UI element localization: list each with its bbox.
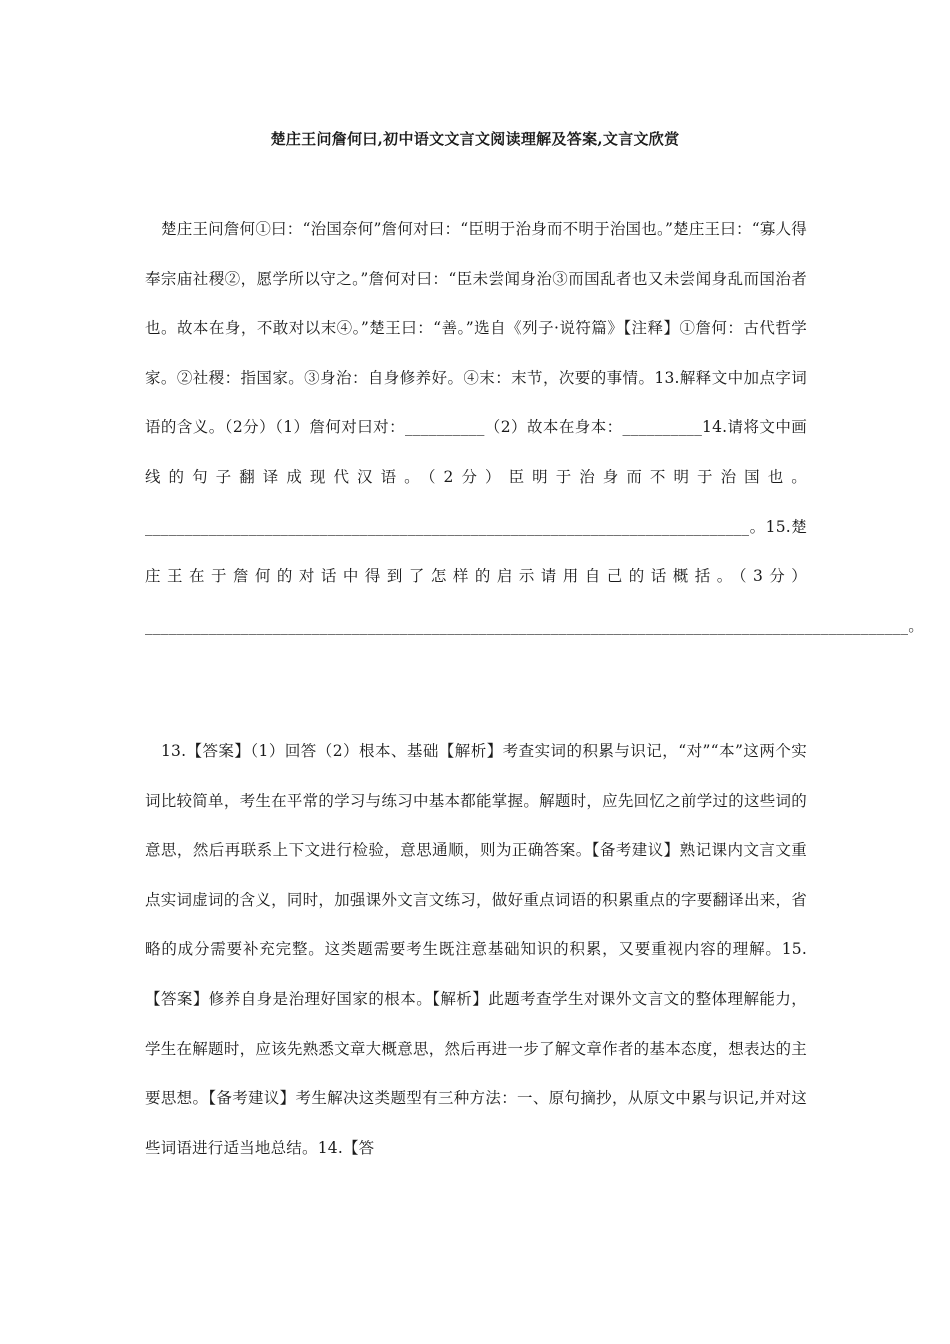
answer-paragraph: 13.【答案】（1）回答（2）根本、基础【解析】考查实词的积累与识记，“对”“本”这两个实词比较简单，考生在平常的学习与练习中基本都能掌握。解题时，应先回忆之前学过的这些词的意思，然后再联系上下文进行检验，意思通顺，则为正确答案。【备考建议】熟记课内文言文重点实词虚词的含义，同时，加强课外文言文练习，做好重点词语的积累重点的字要翻译出来，省略的成分需要补充完整。这类题需要考生既注意基础知识的积累，又要重视内容的理解。15.【答案】修养自身是治理好国家的根本。【解析】此题考查学生对课外文言文的整体理解能力，学生在解题时，应该先熟悉文章大概意思，然后再进一步了解文章作者的基本态度，想表达的主要思想。【备考建议】考生解决这类题型有三种方法：一、原句摘抄，从原文中累与识记,并对这些词语进行适当地总结。14.【答: [145, 742, 807, 1157]
document-title: 楚庄王问詹何曰,初中语文文言文阅读理解及答案,文言文欣赏: [270, 130, 680, 148]
passage-paragraph: 楚庄王问詹何①曰：“治国奈何”詹何对曰：“臣明于治身而不明于治国也。”楚庄王曰：“寡人得奉宗庙社稷②，愿学所以守之。”詹何对曰：“臣未尝闻身治③而国乱者也又未尝闻身乱而国治者也。故本在身，不敢对以末④。”楚王曰：“善。”选自《列子·说符篇》【注释】①詹何：古代哲学家。②社稷：指国家。③身治：自身修养好。④末：末节，次要的事情。13.解释文中加点字词语的含义。（2分）（1）詹何对曰对：__________（2）故本在身本：__________14.请将文中画线的句子翻译成现代汉语。（2分）臣明于治身而不明于治国也。____________________________________________________________________________。15.楚庄王在于詹何的对话中得到了怎样的启示请用自己的话概括。（3分）________________________________________________________________________________________________。: [145, 220, 924, 635]
